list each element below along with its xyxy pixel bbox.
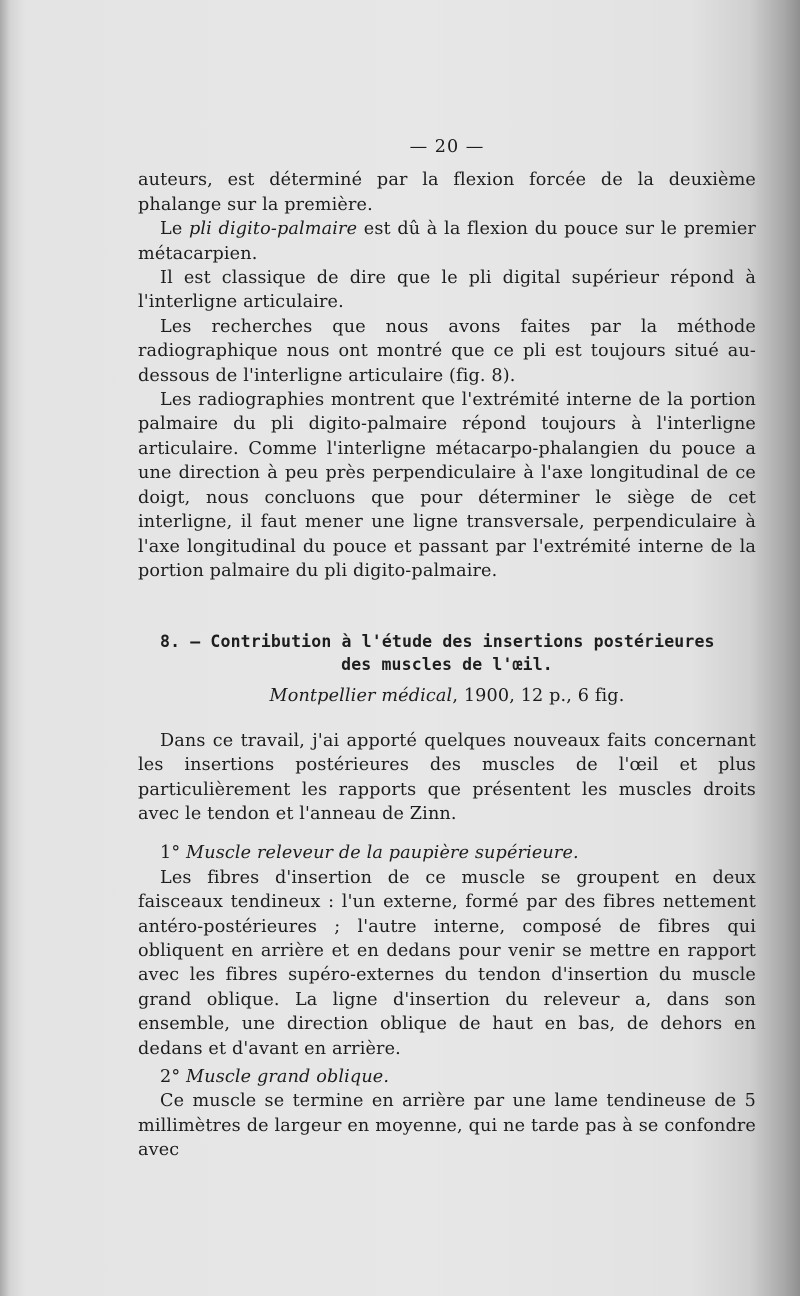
- subheading-2: [138, 1065, 756, 1089]
- section-title-line-2: des muscles de l'œil.: [341, 655, 553, 675]
- reference-details: , 1900, 12 p., 6 fig.: [452, 686, 625, 707]
- subsection-1-text: Les fibres d'insertion de ce muscle se groupent en deux faisceaux tendineux : l'un externe, formé par des fibres nettement antéro-postérieures ; l'autre interne, composé de fibres qui obliquent en arrière et en dedans pour venir se mettre en rapport avec les fibres supéro-externes du tendon d'insertion du muscle grand oblique. La ligne d'insertion du releveur a, dans son ensemble, une direction oblique de haut en bas, de dehors en dedans et d'avant en arrière.: [138, 867, 756, 1059]
- paragraph-2-rest: est dû à la flexion du pouce sur le premier métacarpien.: [138, 219, 756, 264]
- subheading-2-number: 2°: [160, 1067, 181, 1087]
- subheading-1-number: 1°: [160, 843, 181, 864]
- reference-journal: Montpellier médical: [269, 686, 453, 707]
- paragraph-2-lead: Le: [160, 219, 189, 240]
- section-reference: [138, 684, 756, 708]
- section-intro: Dans ce travail, j'ai apporté quelques nouveaux faits concernant les insertions postérieures des muscles de l'œil et plus particulièrement les rapports que présentent les muscles droits avec le tendon et l'anneau de Zinn.: [138, 730, 756, 824]
- paragraph-1: auteurs, est déterminé par la flexion forcée de la deuxième phalange sur la première.: [138, 170, 756, 215]
- term-pli-digito-palmaire: pli digito-palmaire: [188, 219, 358, 240]
- subheading-2-title: Muscle grand oblique.: [186, 1067, 390, 1087]
- page-number: — 20 —: [409, 137, 485, 157]
- paragraph-5: Les radiographies montrent que l'extrémité interne de la portion palmaire du pli digito-palmaire répond toujours à l'interligne articulaire. Comme l'interligne métacarpo-phalangien du pouce a une direction à peu près perpendiculaire à l'axe longitudinal de ce doigt, nous concluons que pour déterminer le siège de cet interligne, il faut mener une ligne transversale, perpendiculaire à l'axe longitudinal du pouce et passant par l'extrémité interne de la portion palmaire du pli digito-palmaire.: [138, 390, 756, 581]
- subheading-1: [138, 841, 756, 865]
- subheading-1-title: Muscle releveur de la paupière supérieure.: [186, 843, 579, 864]
- paragraph-2: [138, 217, 756, 266]
- paragraph-4: Les recherches que nous avons faites par la méthode radiographique nous ont montré que ce pli est toujours situé au-dessous de l'interligne articulaire (fig. 8).: [138, 316, 756, 386]
- section-title: [138, 630, 756, 676]
- paragraph-3: Il est classique de dire que le pli digital supérieur répond à l'interligne articulaire.: [138, 268, 756, 313]
- subsection-2-text: Ce muscle se termine en arrière par une lame tendineuse de 5 millimètres de largeur en moyenne, qui ne tarde pas à se confondre avec: [138, 1091, 756, 1161]
- section-title-line-1: 8. — Contribution à l'étude des insertions postérieures: [160, 632, 715, 652]
- page-text: [138, 135, 756, 1163]
